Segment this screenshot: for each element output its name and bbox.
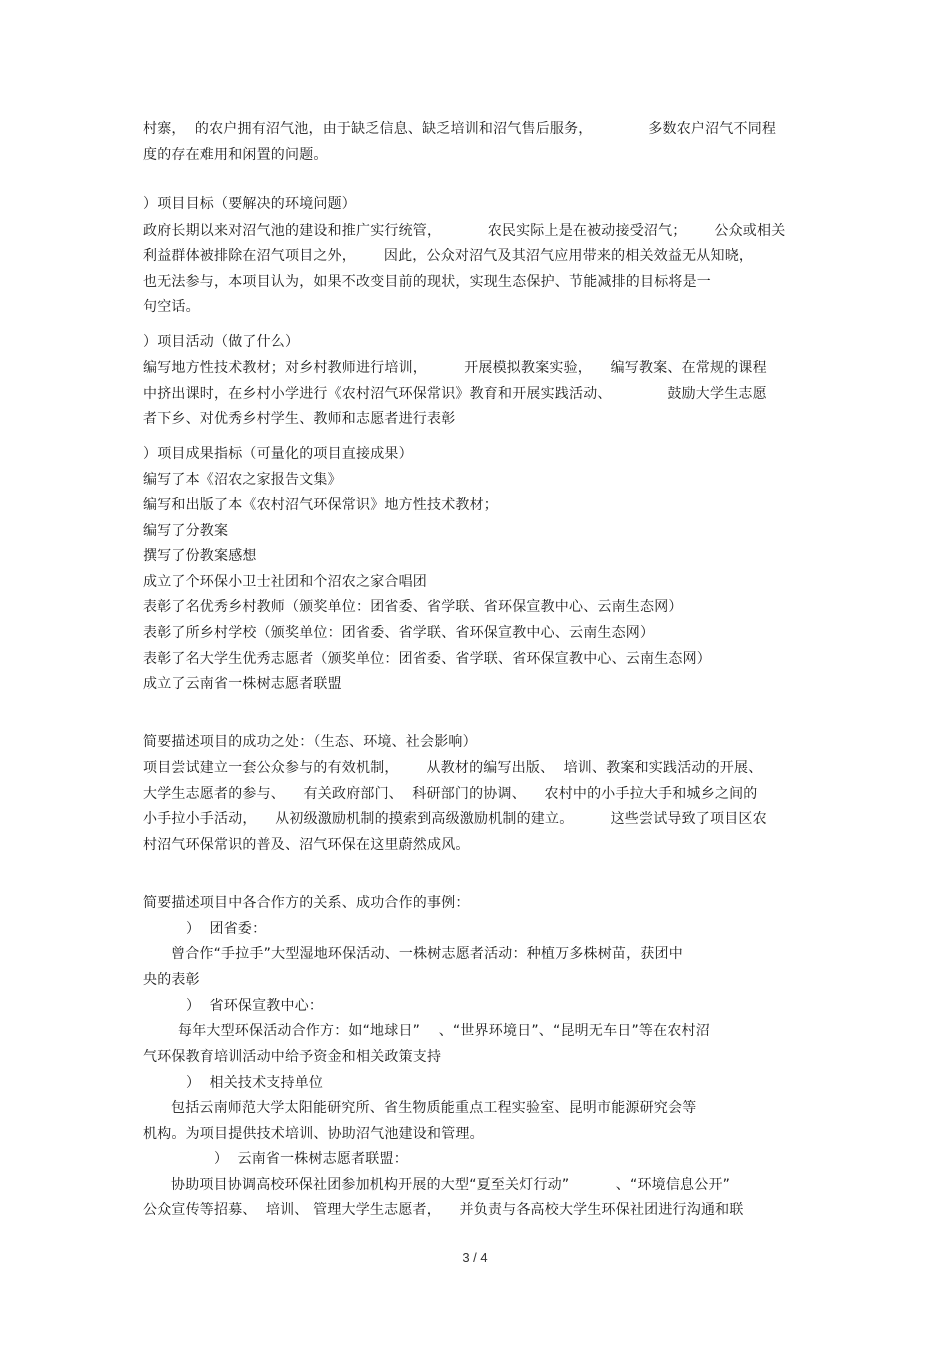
text-line: 大学生志愿者的参与、 有关政府部门、 科研部门的协调、 农村中的小手拉大手和城乡之间的 bbox=[143, 786, 758, 802]
text-line: 编写了本《沼农之家报告文集》 bbox=[143, 472, 342, 488]
text-line: 公众宣传等招募、 培训、 管理大学生志愿者， 并负责与各高校大学生环保社团进行沟通和联 bbox=[143, 1202, 744, 1218]
text-line: 成立了云南省一株树志愿者联盟 bbox=[143, 676, 342, 692]
text-line: ） 相关技术支持单位 bbox=[186, 1075, 324, 1091]
text-line: 表彰了名优秀乡村教师（颁奖单位：团省委、省学联、省环保宣教中心、云南生态网） bbox=[143, 599, 683, 615]
text-line: ） 云南省一株树志愿者联盟： bbox=[214, 1151, 408, 1167]
text-line: 利益群体被排除在沼气项目之外， 因此，公众对沼气及其沼气应用带来的相关效益无从知晓， bbox=[143, 248, 754, 264]
text-line: 度的存在难用和闲置的问题。 bbox=[143, 147, 328, 163]
text-line: 编写和出版了本《农村沼气环保常识》地方性技术教材； bbox=[143, 497, 498, 513]
text-line: 政府长期以来对沼气池的建设和推广实行统管， 农民实际上是在被动接受沼气； 公众或相关 bbox=[143, 223, 786, 239]
text-line: 央的表彰 bbox=[143, 972, 200, 988]
text-line: ）项目目标（要解决的环境问题） bbox=[143, 196, 356, 212]
text-line: 表彰了名大学生优秀志愿者（颁奖单位：团省委、省学联、省环保宣教中心、云南生态网） bbox=[143, 651, 711, 667]
text-line: 协助项目协调高校环保社团参加机构开展的大型“夏至关灯行动” 、“环境信息公开” bbox=[171, 1177, 731, 1193]
text-line: 编写地方性技术教材；对乡村教师进行培训， 开展模拟教案实验， 编写教案、在常规的课程 bbox=[143, 360, 767, 376]
text-line: 也无法参与，本项目认为，如果不改变目前的现状，实现生态保护、节能减排的目标将是一 bbox=[143, 274, 711, 290]
text-line: ） 团省委： bbox=[186, 921, 267, 937]
text-line: 句空话。 bbox=[143, 299, 200, 315]
text-line: 包括云南师范大学太阳能研究所、省生物质能重点工程实验室、昆明市能源研究会等 bbox=[171, 1100, 697, 1116]
text-line: 项目尝试建立一套公众参与的有效机制， 从教材的编写出版、 培训、教案和实践活动的开展、 bbox=[143, 760, 763, 776]
text-line: 机构。为项目提供技术培训、协助沼气池建设和管理。 bbox=[143, 1126, 484, 1142]
text-line: 村沼气环保常识的普及、沼气环保在这里蔚然成风。 bbox=[143, 837, 470, 853]
text-line: ） 省环保宣教中心： bbox=[186, 998, 324, 1014]
text-line: 者下乡、对优秀乡村学生、教师和志愿者进行表彰 bbox=[143, 411, 456, 427]
text-line: 气环保教育培训活动中给予资金和相关政策支持 bbox=[143, 1049, 442, 1065]
text-line: 小手拉小手活动， 从初级激励机制的摸索到高级激励机制的建立。 这些尝试导致了项目区农 bbox=[143, 811, 767, 827]
text-line: ）项目活动（做了什么） bbox=[143, 334, 300, 350]
text-line: ）项目成果指标（可量化的项目直接成果） bbox=[143, 446, 413, 462]
text-line: 曾合作“手拉手”大型湿地环保活动、一株树志愿者活动：种植万多株树苗，获团中 bbox=[171, 946, 683, 962]
text-line: 简要描述项目的成功之处：（生态、环境、社会影响） bbox=[143, 734, 477, 750]
text-line: 每年大型环保活动合作方：如“地球日” 、“世界环境日”、“昆明无车日”等在农村沼 bbox=[178, 1023, 710, 1039]
text-line: 中挤出课时，在乡村小学进行《农村沼气环保常识》教育和开展实践活动、 鼓励大学生志愿 bbox=[143, 386, 767, 402]
text-line: 表彰了所乡村学校（颁奖单位：团省委、省学联、省环保宣教中心、云南生态网） bbox=[143, 625, 655, 641]
text-line: 简要描述项目中各合作方的关系、成功合作的事例： bbox=[143, 895, 470, 911]
text-line: 编写了分教案 bbox=[143, 523, 229, 539]
text-line: 成立了个环保小卫士社团和个沼农之家合唱团 bbox=[143, 574, 427, 590]
text-line: 村寨， 的农户拥有沼气池，由于缺乏信息、缺乏培训和沼气售后服务， 多数农户沼气不同程 bbox=[143, 121, 777, 137]
text-line: 撰写了份教案感想 bbox=[143, 548, 257, 564]
page-number: 3 / 4 bbox=[462, 1250, 488, 1265]
